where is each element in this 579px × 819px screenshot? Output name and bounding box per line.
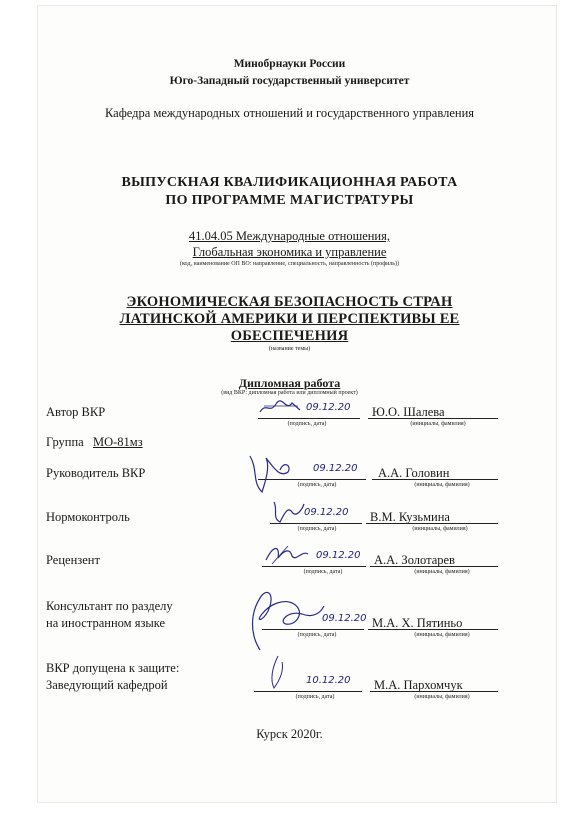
reviewer-date: 09.12.20: [316, 550, 361, 561]
reviewer-label: Рецензент: [46, 553, 100, 567]
admission-name: М.А. Пархомчук: [374, 678, 463, 692]
consultant-date: 09.12.20: [322, 613, 367, 624]
normcontrol-label: Нормоконтроль: [46, 510, 130, 524]
admission-date: 10.12.20: [306, 675, 351, 686]
author-initials-caption: (инициалы, фамилия): [410, 421, 466, 427]
admission-name-line: [370, 677, 498, 692]
reviewer-initials-caption: (инициалы, фамилия): [414, 569, 470, 575]
author-name: Ю.О. Шалева: [372, 405, 445, 419]
reviewer-name: А.А. Золотарев: [374, 553, 455, 567]
normcontrol-date: 09.12.20: [304, 507, 349, 518]
normcontrol-initials-caption: (инициалы, фамилия): [412, 526, 468, 532]
normcontrol-sign-caption: (подпись, дата): [297, 526, 337, 532]
reviewer-sign-caption: (подпись, дата): [303, 569, 343, 575]
department-name: Кафедра международных отношений и государственного управления: [104, 106, 475, 120]
topic-line1: ЭКОНОМИЧЕСКАЯ БЕЗОПАСНОСТЬ СТРАН: [126, 294, 453, 310]
consultant-label-line2: на иностранном языке: [46, 616, 166, 630]
work-type: Дипломная работа: [238, 376, 341, 390]
supervisor-initials-caption: (инициалы, фамилия): [414, 482, 470, 488]
consultant-sign-caption: (подпись, дата): [297, 632, 337, 638]
consultant-name-line: [368, 615, 498, 630]
normcontrol-name-line: [366, 509, 498, 524]
topic-caption: (название темы): [268, 346, 311, 352]
supervisor-name: А.А. Головин: [378, 466, 450, 480]
normcontrol-signature-icon: [268, 498, 308, 526]
author-label: Автор ВКР: [46, 405, 106, 419]
supervisor-date: 09.12.20: [313, 463, 358, 474]
group-value: МО-81мз: [93, 435, 143, 449]
supervisor-label: Руководитель ВКР: [46, 466, 146, 480]
ministry-name: Минобрнауки России: [233, 58, 346, 70]
group-label: Группа: [46, 435, 84, 449]
work-title-line2: ПО ПРОГРАММЕ МАГИСТРАТУРЫ: [165, 193, 414, 208]
program-profile: Глобальная экономика и управление: [192, 245, 387, 259]
consultant-label-line1: Консультант по разделу: [46, 599, 173, 613]
work-type-caption: (вид ВКР: дипломная работа или дипломный проект): [221, 390, 358, 396]
author-date: 09.12.20: [306, 402, 351, 413]
topic-line3: ОБЕСПЕЧЕНИЯ: [230, 328, 349, 344]
program-caption: (код, наименование ОП ВО: направление, специальность, направленность (профиль)): [179, 261, 400, 267]
topic-line2: ЛАТИНСКОЙ АМЕРИКИ И ПЕРСПЕКТИВЫ ЕЕ: [119, 311, 460, 327]
author-name-line: [368, 404, 498, 419]
consultant-signature-icon: [236, 584, 328, 654]
university-name: Юго-Западный государственный университет: [169, 75, 410, 87]
admission-initials-caption: (инициалы, фамилия): [414, 694, 470, 700]
author-sign-caption: (подпись, дата): [287, 421, 327, 427]
admission-sign-caption: (подпись, дата): [295, 694, 335, 700]
supervisor-signature-icon: [240, 452, 300, 498]
supervisor-sign-caption: (подпись, дата): [297, 482, 337, 488]
admission-signature-icon: [258, 652, 298, 692]
program-code: 41.04.05 Международные отношения,: [188, 229, 391, 243]
reviewer-signature-icon: [262, 540, 312, 570]
city-year: Курск 2020г.: [256, 727, 323, 741]
admission-label-line2: Заведующий кафедрой: [46, 678, 168, 692]
normcontrol-name: В.М. Кузьмина: [370, 510, 450, 524]
author-signature-icon: [258, 398, 303, 418]
work-title-line1: ВЫПУСКНАЯ КВАЛИФИКАЦИОННАЯ РАБОТА: [121, 175, 458, 190]
supervisor-name-line: [372, 465, 498, 480]
reviewer-name-line: [370, 552, 498, 567]
consultant-initials-caption: (инициалы, фамилия): [414, 632, 470, 638]
admission-label-line1: ВКР допущена к защите:: [46, 661, 180, 675]
consultant-name: М.А. Х. Пятиньо: [372, 616, 463, 630]
